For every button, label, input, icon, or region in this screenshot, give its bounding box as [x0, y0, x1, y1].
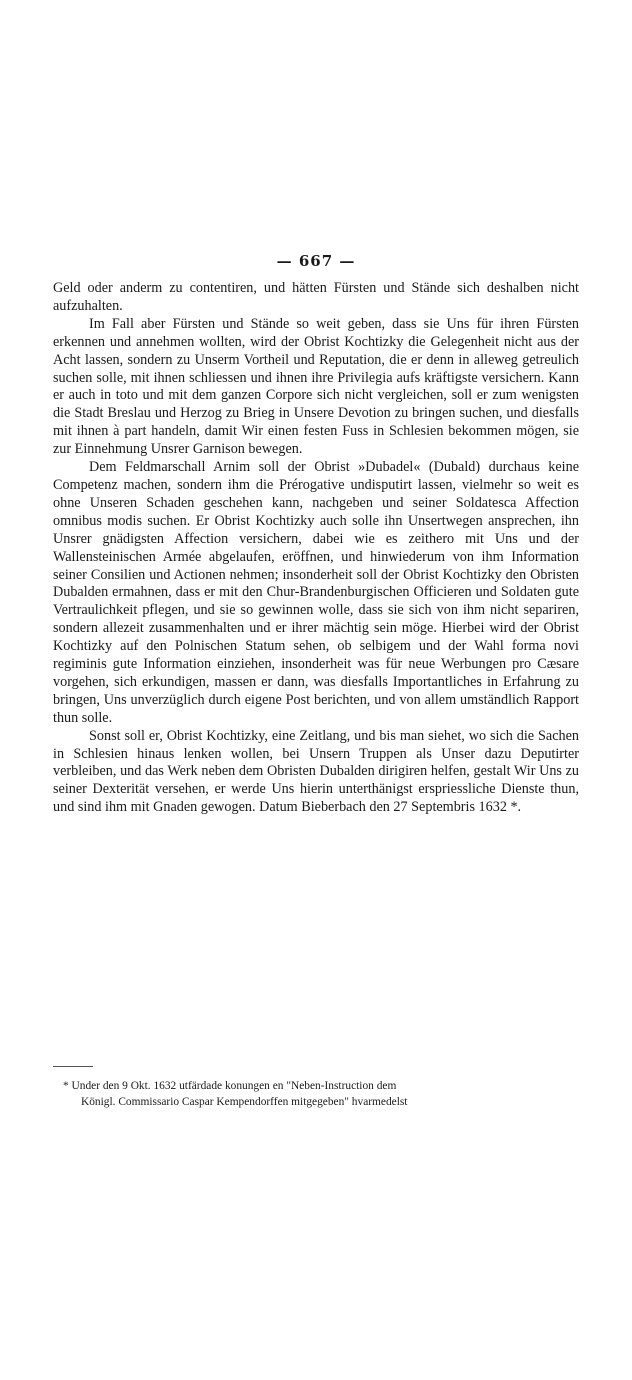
footnote	[53, 1078, 579, 1110]
page-number: — 667 —	[276, 252, 356, 270]
paragraph-4: Sonst soll er, Obrist Kochtizky, eine Zeitlang, und bis man siehet, wo sich die Sachen in Schlesien hinaus lenken wollen, bei Unsern Truppen als Unser dazu Deputirter verbleiben, und das Werk neben dem Obristen Dubalden dirigiren helfen, gestalt Wir Uns zu seiner Dexterität versehen, er werde Uns hierin unterthänigst erspriessliche Dienste thun, und sind ihm mit Gnaden gewogen. Datum Bieberbach den 27 Septembris 1632 *.	[53, 727, 579, 816]
paragraph-1: Geld oder anderm zu contentiren, und hätten Fürsten und Stände sich deshalben nicht aufzuhalten.	[53, 280, 579, 314]
main-text	[53, 280, 579, 817]
footnote-separator	[53, 1066, 93, 1067]
footnote-line-2: Königl. Commissario Caspar Kempendorffen mitgegeben" hvarmedelst	[81, 1096, 408, 1108]
footnote-line-1: * Under den 9 Okt. 1632 utfärdade konungen en "Neben-Instruction dem	[63, 1080, 397, 1092]
paragraph-3: Dem Feldmarschall Arnim soll der Obrist »Dubadel« (Dubald) durchaus keine Competenz machen, sondern ihm die Prérogative undisputirt lassen, vielmehr so weit es ohne Unseren Schaden geschehen kann, nachgeben und seiner Soldatesca Affection omnibus modis suchen. Er Obrist Kochtizky auch solle ihn Unsertwegen ansprechen, ihn Unsrer gnädigsten Affection versichern, dabei wie es zeithero mit Uns und der Wallensteinischen Armée abgelaufen, eröffnen, und hinwiederum von ihm Information seiner Consilien und Actionen nehmen; insonderheit soll der Obrist Kochtizky den Obristen Dubalden ermahnen, dass er mit den Chur-Brandenburgischen Officieren und Soldaten gute Vertraulichkeit pflegen, und sie so gewinnen wolle, dass sie sich von ihm nicht separiren, sondern allezeit zusammenhalten und er ihrer mächtig sein möge. Hierbei wird der Obrist Kochtizky auf den Polnischen Statum sehen, ob selbigem und der Wahl forma novi regiminis gute Information einziehen, insonderheit was für neue Werbungen pro Cæsare vorgehen, sich erkundigen, massen er dann, was diesfalls Importantliches in Erfahrung zu bringen, Uns unverzüglich durch eigene Post berichten, und von allem umständlich Rapport thun solle.	[53, 459, 579, 726]
paragraph-2: Im Fall aber Fürsten und Stände so weit geben, dass sie Uns für ihren Fürsten erkennen und annehmen wollten, wird der Obrist Kochtizky die Gelegenheit nicht aus der Acht lassen, sondern zu Unserm Vortheil und Reputation, die er denn in alleweg getreulich suchen solle, mit ihnen schliessen und ihnen ihre Privilegia aufs kräftigste versichern. Kann er auch in toto und mit dem ganzen Corpore sich nicht vergleichen, soll er zum wenigsten die Stadt Breslau und Herzog zu Brieg in Unsere Devotion zu bringen suchen, und diesfalls mit ihnen à part handeln, damit Wir einen festen Fuss in Schlesien bekommen mögen, sie zur Einnehmung Unsrer Garnison bewegen.	[53, 315, 579, 458]
